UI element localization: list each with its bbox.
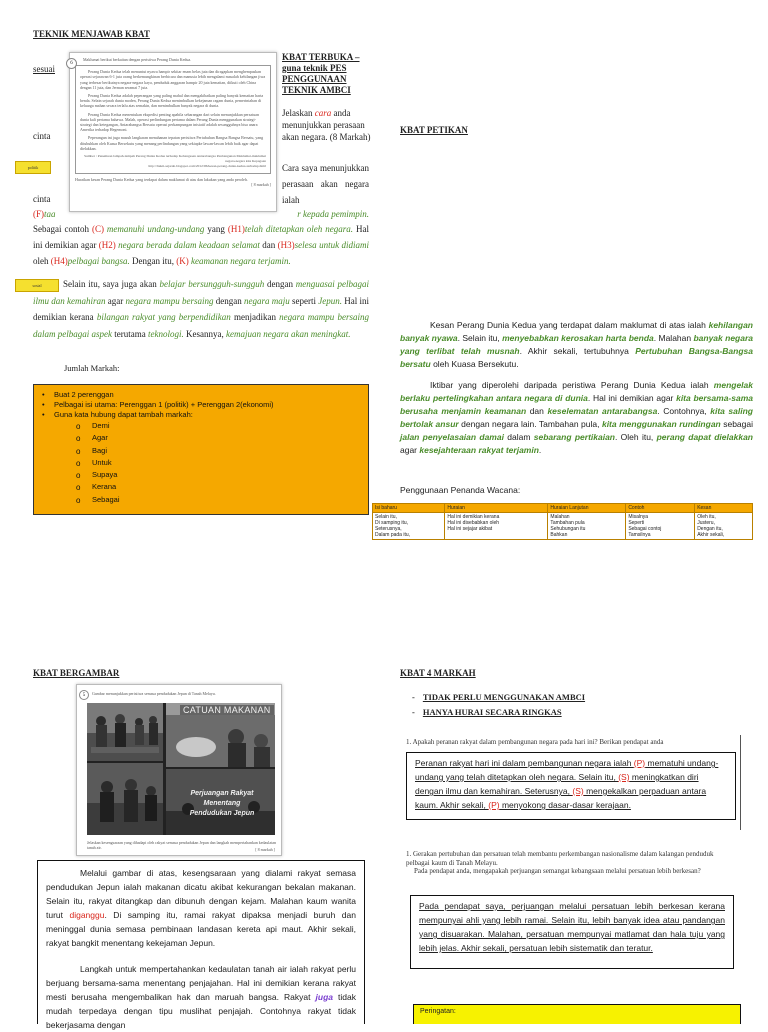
conjunction-item: o Supaya bbox=[38, 469, 364, 481]
photo-prisoners bbox=[87, 763, 163, 835]
image-question: Jelaskan kesengsaraan yang dihadapi oleh rakyat semasa pendudukan Jepun dan langkah mempertahankan kedaulatan tanah air. bbox=[87, 840, 277, 851]
excerpt-number-badge: 6 bbox=[66, 58, 77, 69]
photo-collage bbox=[87, 703, 275, 835]
highlight-politik: politik bbox=[15, 161, 51, 174]
image-marks: [ 8 markah ] bbox=[255, 847, 275, 852]
table-cell: Hal ini demikian kerana Hal ini disebabkan oleh Hal ini sejajar akibat bbox=[445, 513, 548, 540]
table-cell: Selain itu, Di samping itu, Seterusnya, Dalam pada itu, bbox=[373, 513, 445, 540]
page3-answer-box: Melalui gambar di atas, kesengsaraan yang dialami rakyat semasa pendudukan Jepun ialah makanan dicatu akibat kekurangan bekalan makanan. Selain itu, rakyat ditangkap dan dibunuh dengan kejam. Malahan kaum wanita turut diganggu. Di samping itu, ramai rakyat dipaksa menjadi buruh dan meninggal dunia semasa pembinaan landasan kereta api maut. Akhir sekali, rakyat bangkit menentang kekejaman Jepun. Langkah untuk mempertahankan kedaulatan tanah air ialah rakyat perlu berjuang bersama-sama menentang penjajahan. Hal ini demikian kerana rakyat mesti berusaha mengembalikan hak dan maruah bangsa. Rakyat juga tidak mudah terpedaya dengan tipu muslihat penjajah. Contohnya rakyat tidak bekerjasama dengan bbox=[37, 860, 365, 1024]
photo-resistance bbox=[166, 769, 275, 835]
question-2: 1. Gerakan pertubuhan dan persatuan telah membantu perkembangan nasionalisme dalam kalangan penduduk pelbagai kaum di Tanah Melayu. Pada pendapat anda, mengapakah perjuangan semangat kebangsaan melalui persatuan lebih berkesan? bbox=[406, 850, 714, 876]
table-header: Contoh bbox=[626, 504, 695, 513]
peringatan-box: Peringatan: bbox=[413, 1004, 741, 1024]
image-caption-top: Gambar menunjukkan peristiwa semasa pendudukan Jepun di Tanah Melayu. bbox=[92, 691, 216, 696]
tips-box bbox=[33, 384, 369, 515]
para1-answer: Sebagai contoh (C) memanuhi undang-undang yang (H1)telah ditetapkan oleh negara. Hal ini demikian agar (H2) negara berada dalam keadaan selamat dan (H3)selesa untuk didiami oleh (H4)pelbagai bangsa. Dengan itu, (K) keamanan negara terjamin. bbox=[33, 224, 370, 266]
catuan-label: CATUAN MAKANAN bbox=[180, 705, 274, 715]
kbat-terbuka-heading: KBAT TERBUKA – guna teknik PES PENGGUNAAN TEKNIK AMBCI bbox=[282, 52, 360, 95]
side-word-sesuai: sesuai bbox=[33, 64, 55, 74]
table-header: Isi baharu bbox=[373, 504, 445, 513]
cara-saya-text: Cara saya menunjukkan perasaan akan negara ialah bbox=[282, 163, 369, 205]
page2-para2: Iktibar yang diperolehi daripada peristiwa Perang Dunia Kedua ialah mengelak berlaku pertelingkahan antara negara di dunia. Hal ini demikian agar kita bersama-sama berusaha menjamin keamanan dan keselematan antarabangsa. Contohnya, kita saling bertolak ansur dengan negara lain. Tambahan pula, kita menggunakan rundingan sebagai jalan penyelasaian damai dalam sebarang pertikaian. Oleh itu, perang dapat dielakkan agar kesejahteraan rakyat terjamin. bbox=[400, 380, 754, 455]
wacana-table bbox=[372, 503, 753, 546]
image-number-badge: 5 bbox=[79, 690, 89, 700]
table-header: Huraian Lanjutan bbox=[548, 504, 626, 513]
photo-soldiers bbox=[87, 703, 163, 761]
excerpt-intro: Maklumat berikut berkaitan dengan peristiwa Perang Dunia Kedua. bbox=[83, 57, 192, 62]
table-cell: Misalnya Seperti Sebagai contoj Tamsilnya bbox=[626, 513, 695, 540]
conjunction-item: o Sebagai bbox=[38, 494, 364, 506]
page3-title: KBAT BERGAMBAR bbox=[33, 668, 120, 678]
conjunction-item: o Untuk bbox=[38, 457, 364, 469]
highlight-sosial: sosial bbox=[15, 279, 59, 292]
answer-box-1: Peranan rakyat hari ini dalam pembangunan negara ialah (P) mematuhi undang-undang yang telah ditetapkan oleh negara. Selain itu, (S) meningkatkan diri dengan ilmu dan kemahiran. Seterusnya, (S) mengekalkan perpaduan antara kaum. Akhir sekali, (P) menyokong dasar-dasar kerajaan. bbox=[406, 752, 736, 820]
side-word-cinta-1: cinta bbox=[33, 131, 51, 141]
wacana-title: Penggunaan Penanda Wacana: bbox=[400, 485, 521, 495]
excerpt-p1: Perang Dunia Kedua telah menuntut nyawa hampir sekitar enam belas juta dan diragapkan menghempaskan operasi sejarawan 6-1 juta orang berkemungkinan berbicara dan manusia lebih mengalami masalah kehilangan jiwa yang terbesar berikutnya negara-negara kaya, penduduk anggaran hampir 20 juta kematian, diikuti oleh China dengan 11 juta, dan Jerman seramai 7 juta. bbox=[80, 69, 266, 90]
page4-dash-list bbox=[412, 690, 585, 720]
page4-title: KBAT 4 MARKAH bbox=[400, 668, 476, 678]
image-question-panel bbox=[76, 684, 282, 856]
excerpt-panel bbox=[69, 52, 277, 212]
excerpt-text-box bbox=[75, 65, 271, 173]
excerpt-url: http://bukti-sejarah.blogspot.com/2012/06/kesan-perang-dunia-kedua-terhadap.html bbox=[148, 164, 266, 169]
dash-item: - HANYA HURAI SECARA RINGKAS bbox=[412, 707, 562, 717]
para2-answer: Selain itu, saya juga akan belajar bersungguh-sungguh dengan menguasai pelbagai ilmu dan kemahiran agar negara mampu bersaing dengan negara maju seperti Jepun. Hal ini demikian kerana bilangan rakyat yang berpendidikan menjadikan negara mampu bersaing dalam pelbagai aspek terutama teknologi. Kesannya, kemajuan negara akan meningkat. bbox=[33, 279, 369, 339]
page2-para1: Kesan Perang Dunia Kedua yang terdapat dalam maklumat di atas ialah kehilangan banyak nyawa. Selain itu, menyebabkan kerosakan harta benda. Malahan banyak negara yang terlibat telah musnah. Akhir sekali, tertubuhnya Pertubuhan Bangsa-Bangsa bersatu oleh Kuasa Bersekutu. bbox=[400, 320, 754, 369]
dash-item: - TIDAK PERLU MENGGUNAKAN AMBCI bbox=[412, 692, 586, 702]
excerpt-question: Huraikan kesan Perang Dunia Kedua yang terdapat dalam maklumat di atas dan lakukan yang anda peroleh. bbox=[75, 176, 248, 182]
question-1-rule bbox=[740, 735, 741, 830]
excerpt-p4: Peperangan ini juga masuh langkaran menahanan tepatan peristiwa Pertubuhan Bangsa Bangsa Bersatu, yang ditubuhkan oleh Kuasa Bersekutu yang menang perlindungan yang sekiapke lawan-lawan lebih baik agar dapat dielakkan. bbox=[80, 135, 264, 151]
page2-title: KBAT PETIKAN bbox=[400, 125, 468, 135]
conjunction-item: o Agar bbox=[38, 432, 364, 444]
excerpt-source: Sumber : Penemuan lampah-lampah Perang Dunia Kedua terhadap Kebangsaan Antarabangsa Penbangunan Maklumat-maklumat negara-negara kita Kepagaan bbox=[84, 154, 266, 164]
photo-rationing bbox=[166, 703, 275, 767]
excerpt-p2: Perang Dunia Kedua adalah peperangan yang paling mahal dan mengakibatkan paling banyak kematian harta benda. Selain sejarah dunia moden, Perang Dunia Kedua menimbulkan kekejaman ragam dunia, pemerintahan di keluarga mahan secara terlalu atas semakin, dan menimbulkan banyak negara di dunia. bbox=[80, 93, 264, 109]
excerpt-marks: [ 8 markah ] bbox=[251, 181, 271, 187]
table-cell: Malahan Tambahan pula Sehubungan itu Bahkan bbox=[548, 513, 626, 540]
excerpt-p3: Perang Dunia Kedua menentukan ekspedisi penting apabila sebarangan dari selain menunjukkan persatuan dunia kali pertama bahawa. Malah, operasi perlindungan pertama dalam Perang Dunia menggunakan strategi-strategi dan ketegangan, Antarabangsa Bersatu operasi perkampungan inisiatif adalah sesungguhnya bisa anara Amerika terhadap Hegemoni. bbox=[80, 111, 259, 133]
conjunction-item: o Demi bbox=[38, 420, 364, 432]
table-cell: Oleh itu, Justeru, Dengan itu, Akhir sekali, bbox=[695, 513, 753, 540]
table-header: Kesan bbox=[695, 504, 753, 513]
side-word-cinta-2: cinta bbox=[33, 194, 51, 204]
table-header: Huraian bbox=[445, 504, 548, 513]
jumlah-markah: Jumlah Markah: bbox=[64, 363, 120, 373]
page1-title: TEKNIK MENJAWAB KBAT bbox=[33, 29, 150, 39]
question-1: 1. Apakah peranan rakyat dalam pembangunan negara pada hari ini? Berikan pendapat anda bbox=[406, 738, 664, 746]
tips-item: • Pelbagai isi utama: Perenggan 1 (politik) + Perenggan 2(ekonomi) bbox=[38, 400, 364, 410]
conjunction-item: o Kerana bbox=[38, 481, 364, 493]
jelaskan-question: Jelaskan cara anda menunjukkan perasaan akan negara. (8 Markah) bbox=[282, 108, 371, 142]
line-f: (F)taa r kepada pemimpin. bbox=[33, 209, 369, 219]
tips-item: • Buat 2 perenggan bbox=[38, 390, 364, 400]
answer-box-2: Pada pendapat saya, perjuangan melalui persatuan lebih berkesan kerana mempunyai ahli yang lebih ramai. Selain itu, lebih banyak idea atau pandangan yang disuarakan. Malahan, persatuan mempunyai matlamat dan hala tuju yang lebih jelas. Akhir sekali, persatuan lebih sistematik dan teratur. bbox=[410, 895, 734, 969]
tips-item: • Guna kata hubung dapat tambah markah: bbox=[38, 410, 364, 420]
conjunction-item: o Bagi bbox=[38, 445, 364, 457]
perjuangan-label: Perjuangan Rakyat Menentang Pendudukan Jepun bbox=[189, 790, 255, 817]
